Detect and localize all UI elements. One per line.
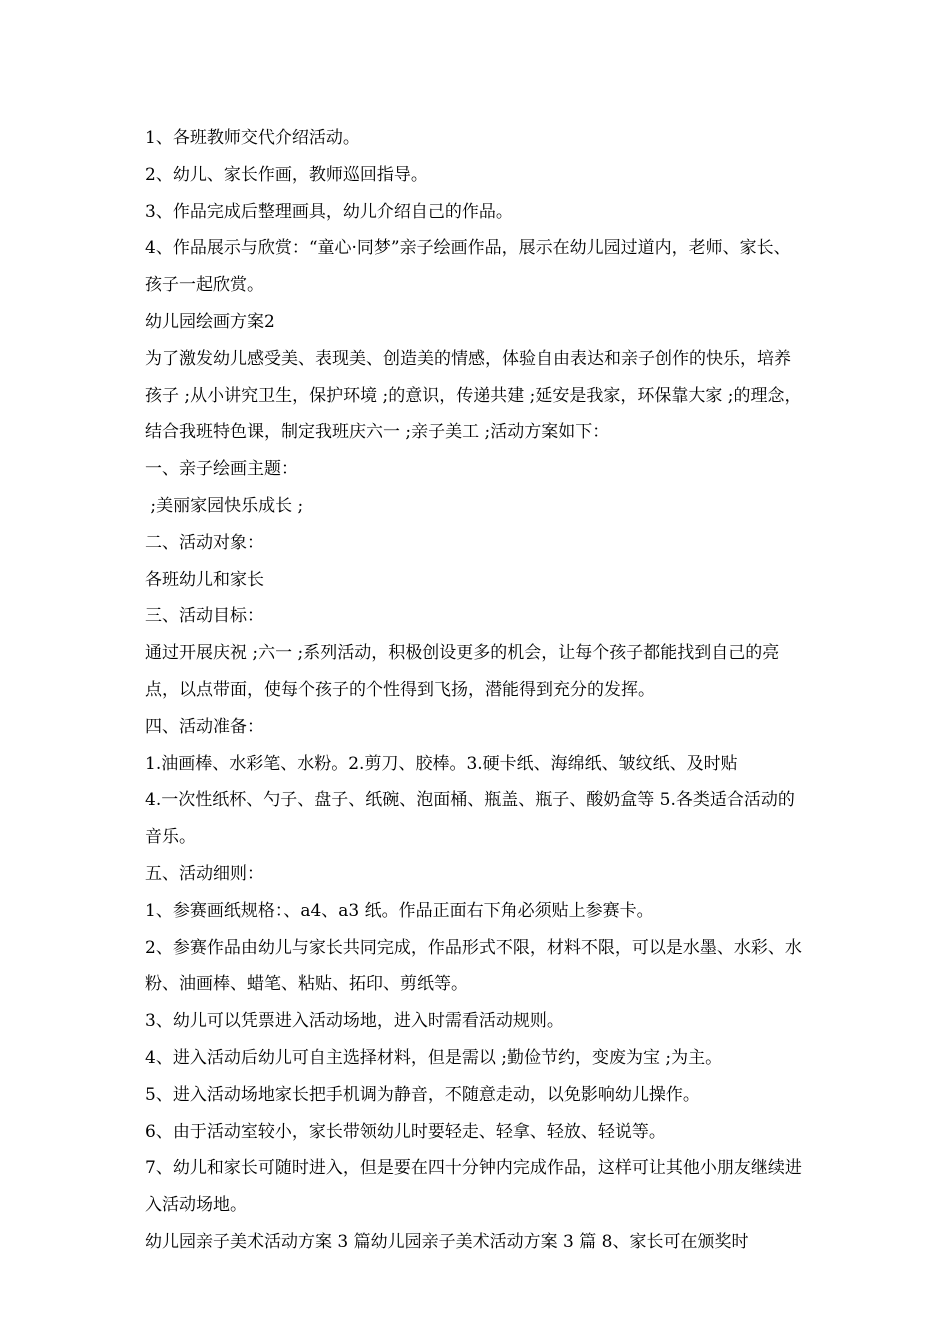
document-body bbox=[145, 120, 807, 1261]
section-heading-preparation: 四、活动准备： bbox=[145, 716, 264, 737]
step-1-paragraph: 1、各班教师交代介绍活动。 bbox=[145, 128, 360, 148]
materials-line-1: 1.油画棒、水彩笔、水粉。2.剪刀、胶棒。3.硬卡纸、海绵纸、皱纹纸、及时贴 bbox=[145, 753, 738, 774]
section-heading-rules: 五、活动细则： bbox=[145, 863, 264, 884]
rule-1: 1、参赛画纸规格：、a4、a3 纸。作品正面右下角必须贴上参赛卡。 bbox=[145, 900, 654, 921]
rule-4: 4、进入活动后幼儿可自主选择材料，但是需以 ;勤俭节约，变废为宝 ;为主。 bbox=[145, 1047, 723, 1068]
rule-6: 6、由于活动室较小，家长带领幼儿时要轻走、轻拿、轻放、轻说等。 bbox=[145, 1121, 666, 1142]
closing-line: 幼儿园亲子美术活动方案 3 篇幼儿园亲子美术活动方案 3 篇 8、家长可在颁奖时 bbox=[145, 1231, 749, 1252]
rule-3: 3、幼儿可以凭票进入活动场地，进入时需看活动规则。 bbox=[145, 1011, 564, 1032]
goals-paragraph: 通过开展庆祝 ;六一 ;系列活动，积极创设更多的机会，让每个孩子都能找到自己的亮点，以点带面，使每个孩子的个性得到飞扬，潜能得到充分的发挥。 bbox=[145, 643, 780, 700]
section-heading-theme: 一、亲子绘画主题： bbox=[145, 459, 298, 480]
section-heading-participants: 二、活动对象： bbox=[145, 532, 264, 553]
rule-2: 2、参赛作品由幼儿与家长共同完成，作品形式不限，材料不限，可以是水墨、水彩、水粉、油画棒、蜡笔、粘贴、拓印、剪纸等。 bbox=[145, 937, 802, 995]
step-2-paragraph: 2、幼儿、家长作画，教师巡回指导。 bbox=[145, 164, 428, 185]
materials-line-2: 4.一次性纸杯、勺子、盘子、纸碗、泡面桶、瓶盖、瓶子、酸奶盒等 5.各类适合活动的音乐。 bbox=[145, 790, 795, 848]
section-heading-plan-2: 幼儿园绘画方案2 bbox=[145, 311, 275, 332]
rule-7: 7、幼儿和家长可随时进入，但是要在四十分钟内完成作品，这样可让其他小朋友继续进入活动场地。 bbox=[145, 1158, 802, 1216]
intro-paragraph: 为了激发幼儿感受美、表现美、创造美的情感，体验自由表达和亲子创作的快乐，培养孩子 ;从小讲究卫生，保护环境 ;的意识，传递共建 ;延安是我家，环保靠大家 ;的理念，结合我班特色课，制定我班庆六一 ;亲子美工 ;活动方案如下： bbox=[145, 348, 802, 443]
step-3-paragraph: 3、作品完成后整理画具，幼儿介绍自己的作品。 bbox=[145, 201, 513, 222]
section-heading-goals: 三、活动目标： bbox=[145, 606, 264, 627]
rule-5: 5、进入活动场地家长把手机调为静音，不随意走动，以免影响幼儿操作。 bbox=[145, 1084, 700, 1105]
theme-text: ;美丽家园快乐成长 ; bbox=[145, 495, 304, 516]
step-4-paragraph: 4、作品展示与欣赏：“童心·同梦”亲子绘画作品，展示在幼儿园过道内，老师、家长、孩子一起欣赏。 bbox=[145, 238, 791, 296]
participants-text: 各班幼儿和家长 bbox=[145, 569, 264, 590]
